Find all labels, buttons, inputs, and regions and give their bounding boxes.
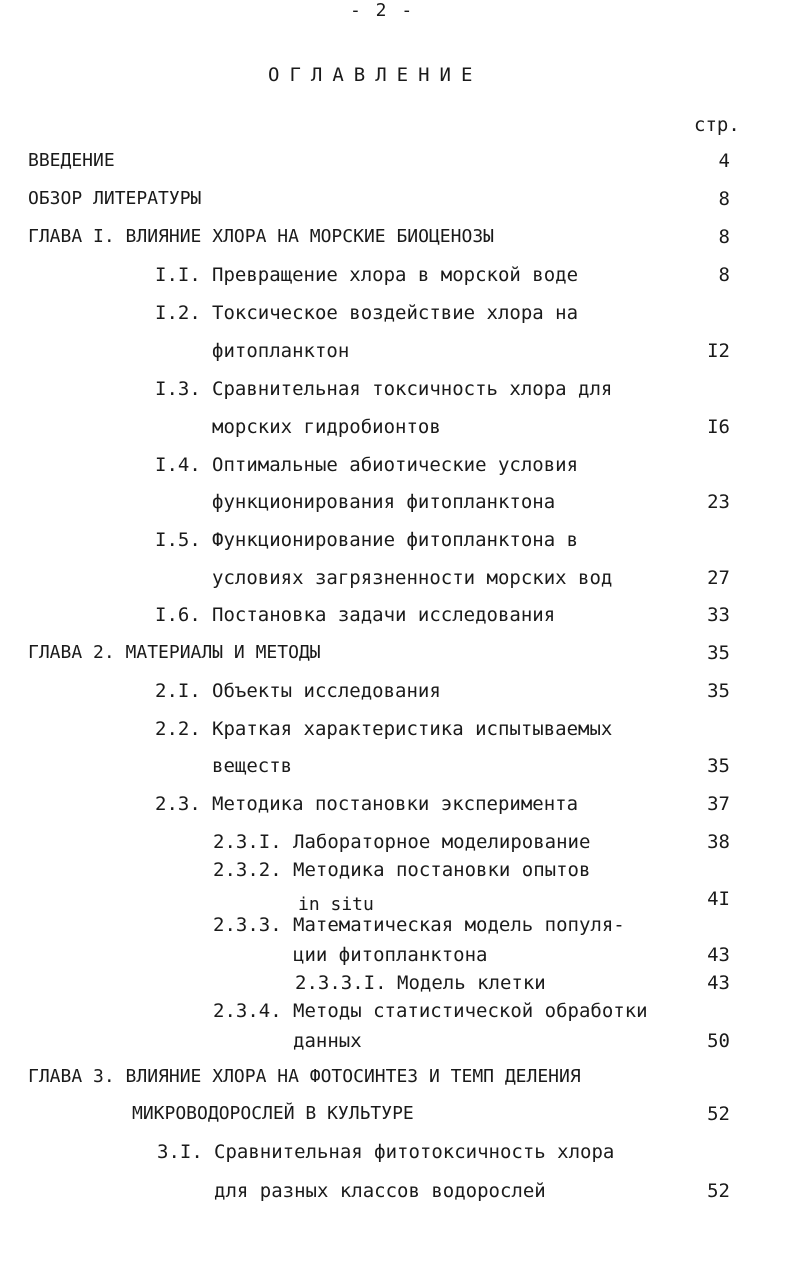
toc-section-title-cont: для разных классов водорослей: [214, 1180, 546, 1202]
toc-entry-page: 33: [707, 604, 730, 626]
toc-section-number: I.6.: [155, 604, 201, 626]
toc-section-number: I.I.: [155, 264, 201, 286]
toc-entry-page: 52: [707, 1180, 730, 1202]
toc-entry-page: 38: [707, 831, 730, 853]
toc-section-title-cont: морских гидробионтов: [212, 416, 441, 438]
toc-entry-page: 52: [707, 1103, 730, 1125]
toc-entry-page: 43: [707, 944, 730, 966]
toc-section-title: Методика постановки эксперимента: [212, 793, 579, 815]
toc-entry-page: I6: [707, 416, 730, 438]
toc-section-number: 2.I.: [155, 680, 201, 702]
toc-entry-page: 23: [707, 491, 730, 513]
toc-section-title: Объекты исследования: [212, 680, 441, 702]
toc-entry-page: 35: [707, 642, 730, 664]
toc-subsubsection-title: Модель клетки: [397, 972, 546, 994]
toc-entry-page: 8: [718, 188, 730, 210]
toc-section-title-cont: фитопланктон: [212, 340, 350, 362]
toc-section-title: Сравнительная токсичность хлора для: [212, 378, 613, 400]
toc-entry-page: 50: [707, 1030, 730, 1052]
toc-entry-page: 4I: [707, 888, 730, 910]
toc-subsection-title: Методы статистической обработки: [293, 1000, 648, 1022]
toc-section-number: 2.3.: [155, 793, 201, 815]
toc-entry-title: ОБЗОР ЛИТЕРАТУРЫ: [28, 188, 202, 209]
toc-entry-page: 43: [707, 972, 730, 994]
toc-entry-page: 37: [707, 793, 730, 815]
toc-section-title-cont: условиях загрязненности морских вод: [212, 567, 613, 589]
toc-subsubsection-number: 2.3.3.I.: [295, 972, 387, 994]
toc-section-title-cont: функционирования фитопланктона: [212, 491, 556, 513]
toc-subsection-number: 2.3.2.: [213, 859, 282, 881]
toc-subsection-title-cont: данных: [293, 1030, 362, 1052]
toc-entry-page: 8: [718, 226, 730, 248]
toc-section-title: Постановка задачи исследования: [212, 604, 556, 626]
page-number: - 2 -: [350, 0, 415, 21]
toc-subsection-title-cont: in situ: [298, 894, 374, 915]
toc-subsection-title: Лабораторное моделирование: [293, 831, 591, 853]
toc-subsection-title: Методика постановки опытов: [293, 859, 591, 881]
toc-subsection-number: 2.3.4.: [213, 1000, 282, 1022]
toc-entry-title: ВВЕДЕНИЕ: [28, 150, 115, 171]
toc-subsection-title-cont: ции фитопланктона: [293, 944, 488, 966]
toc-chapter-title: ГЛАВА 3. ВЛИЯНИЕ ХЛОРА НА ФОТОСИНТЕЗ И ТЕМП ДЕЛЕНИЯ: [28, 1066, 581, 1087]
toc-chapter-title: ГЛАВА I. ВЛИЯНИЕ ХЛОРА НА МОРСКИЕ БИОЦЕНОЗЫ: [28, 226, 494, 247]
toc-entry-page: I2: [707, 340, 730, 362]
toc-section-number: I.4.: [155, 454, 201, 476]
page-column-label: стр.: [694, 114, 740, 136]
toc-section-number: I.5.: [155, 529, 201, 551]
toc-section-number: 2.2.: [155, 718, 201, 740]
toc-section-title: Функционирование фитопланктона в: [212, 529, 579, 551]
toc-chapter-title: ГЛАВА 2. МАТЕРИАЛЫ И МЕТОДЫ: [28, 642, 321, 663]
toc-section-title-cont: веществ: [212, 755, 293, 777]
toc-entry-page: 35: [707, 680, 730, 702]
toc-section-number: 3.I.: [157, 1141, 203, 1163]
toc-section-title: Оптимальные абиотические условия: [212, 454, 579, 476]
toc-subsection-number: 2.3.I.: [213, 831, 282, 853]
toc-entry-page: 4: [718, 150, 730, 172]
toc-section-number: I.3.: [155, 378, 201, 400]
toc-chapter-title-cont: МИКРОВОДОРОСЛЕЙ В КУЛЬТУРЕ: [132, 1103, 414, 1124]
toc-section-title: Сравнительная фитотоксичность хлора: [214, 1141, 615, 1163]
toc-entry-page: 8: [718, 264, 730, 286]
toc-section-title: Краткая характеристика испытываемых: [212, 718, 613, 740]
toc-section-number: I.2.: [155, 302, 201, 324]
toc-section-title: Превращение хлора в морской воде: [212, 264, 579, 286]
toc-subsection-title: Математическая модель популя-: [293, 914, 625, 936]
toc-entry-page: 35: [707, 755, 730, 777]
page-title: ОГЛАВЛЕНИЕ: [268, 64, 483, 86]
toc-subsection-number: 2.3.3.: [213, 914, 282, 936]
toc-section-title: Токсическое воздействие хлора на: [212, 302, 579, 324]
toc-entry-page: 27: [707, 567, 730, 589]
